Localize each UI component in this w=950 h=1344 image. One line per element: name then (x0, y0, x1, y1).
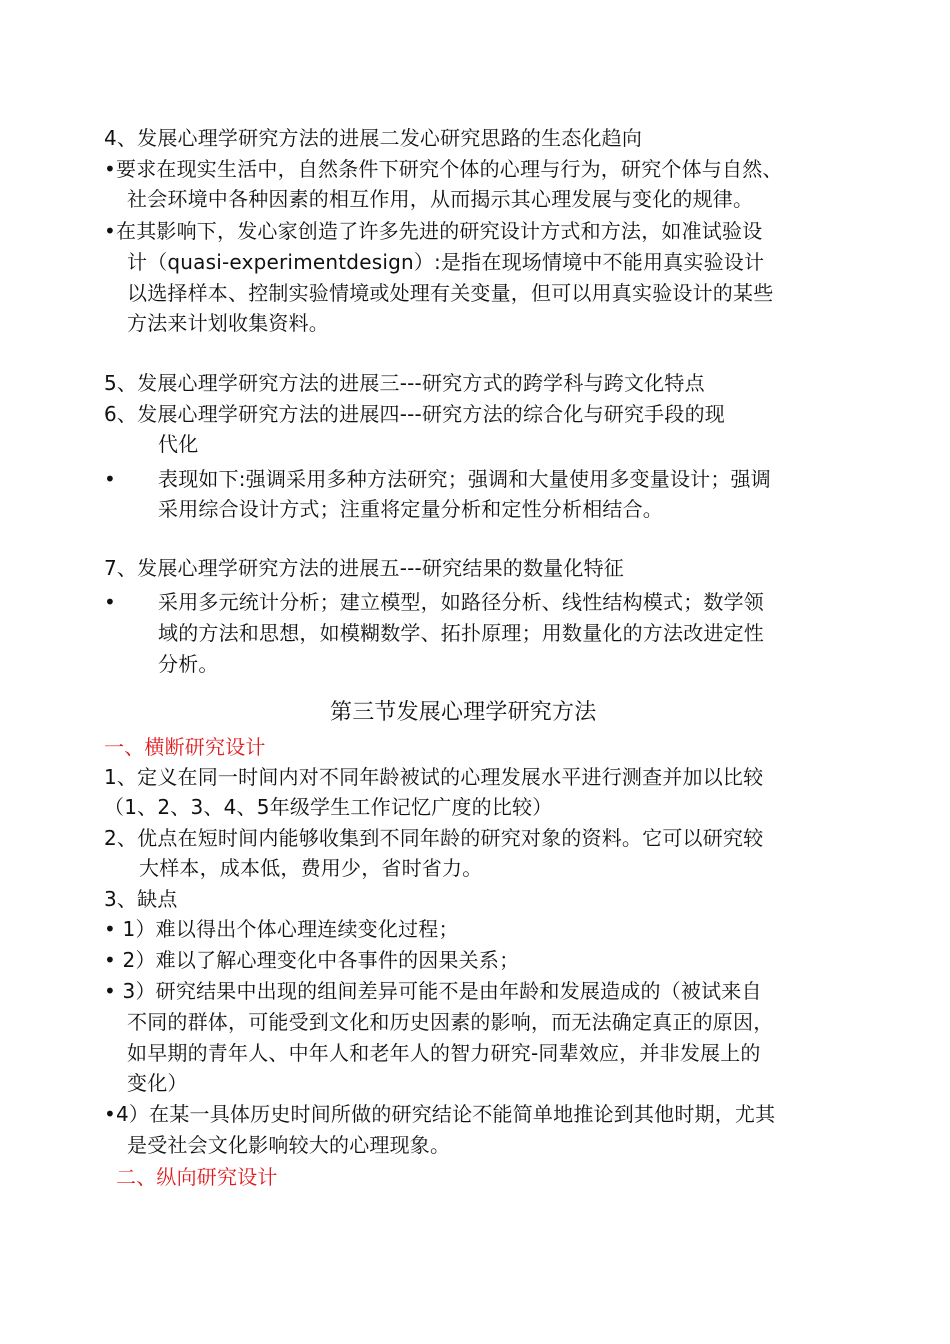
advantage-line: 2、优点在短时间内能够收集到不同年龄的研究对象的资料。它可以研究较 (104, 826, 764, 850)
list-item: • 1）难以得出个体心理连续变化过程； (104, 917, 459, 941)
definition-line: 1、定义在同一时间内对不同年龄被试的心理发展水平进行测查并加以比较 (104, 765, 764, 789)
list-item: • 2）难以了解心理变化中各事件的因果关系； (104, 948, 520, 972)
paragraph-line: 不同的群体，可能受到文化和历史因素的影响，而无法确定真正的原因， (127, 1010, 774, 1034)
paragraph-line: 是受社会文化影响较大的心理现象。 (127, 1133, 451, 1157)
progress-item-4: 4、发展心理学研究方法的进展二发心研究思路的生态化趋向 (104, 126, 643, 150)
paragraph-line: 大样本，成本低，费用少，省时省力。 (139, 856, 483, 880)
progress-item-6: 6、发展心理学研究方法的进展四---研究方法的综合化与研究手段的现 (104, 402, 725, 426)
list-item: • 3）研究结果中出现的组间差异可能不是由年龄和发展造成的（被试来自 (104, 979, 762, 1003)
paragraph-line: 分析。 (158, 652, 219, 676)
paragraph-line: 域的方法和思想，如模糊数学、拓扑原理；用数量化的方法改进定性 (158, 621, 764, 645)
paragraph-line: 变化） (127, 1071, 188, 1095)
paragraph-line: （1、2、3、4、5年级学生工作记忆广度的比较） (104, 795, 553, 819)
paragraph-line: 采用综合设计方式；注重将定量分析和定性分析相结合。 (158, 497, 663, 521)
section-title: 第三节发展心理学研究方法 (330, 700, 597, 725)
bullet-marker: • (104, 590, 116, 614)
paragraph-line: 计（quasi-experimentdesign）:是指在现场情境中不能用真实验设计 (127, 250, 765, 274)
paragraph-line: 如早期的青年人、中年人和老年人的智力研究-同辈效应，并非发展上的 (127, 1041, 761, 1065)
disadvantage-heading: 3、缺点 (104, 887, 178, 911)
progress-item-5: 5、发展心理学研究方法的进展三---研究方式的跨学科与跨文化特点 (104, 371, 705, 395)
paragraph-line: 社会环境中各种因素的相互作用，从而揭示其心理发展与变化的规律。 (127, 187, 754, 211)
paragraph-line: 以选择样本、控制实验情境或处理有关变量，但可以用真实验设计的某些 (127, 281, 774, 305)
paragraph-line: 方法来计划收集资料。 (127, 311, 329, 335)
bullet-paragraph: •在其影响下，发心家创造了许多先进的研究设计方式和方法，如准试验设 (104, 219, 763, 243)
paragraph-line: 代化 (158, 432, 199, 456)
section-heading-longitudinal: 二、纵向研究设计 (116, 1165, 278, 1189)
progress-item-7: 7、发展心理学研究方法的进展五---研究结果的数量化特征 (104, 556, 624, 580)
bullet-marker: • (104, 467, 116, 491)
paragraph-line: 采用多元统计分析；建立模型，如路径分析、线性结构模式；数学领 (158, 590, 764, 614)
section-heading-cross-sectional: 一、横断研究设计 (104, 735, 266, 759)
bullet-paragraph: •要求在现实生活中，自然条件下研究个体的心理与行为，研究个体与自然、 (104, 157, 783, 181)
list-item: •4）在某一具体历史时间所做的研究结论不能简单地推论到其他时期，尤其 (104, 1102, 776, 1126)
paragraph-line: 表现如下:强调采用多种方法研究；强调和大量使用多变量设计；强调 (158, 467, 771, 491)
